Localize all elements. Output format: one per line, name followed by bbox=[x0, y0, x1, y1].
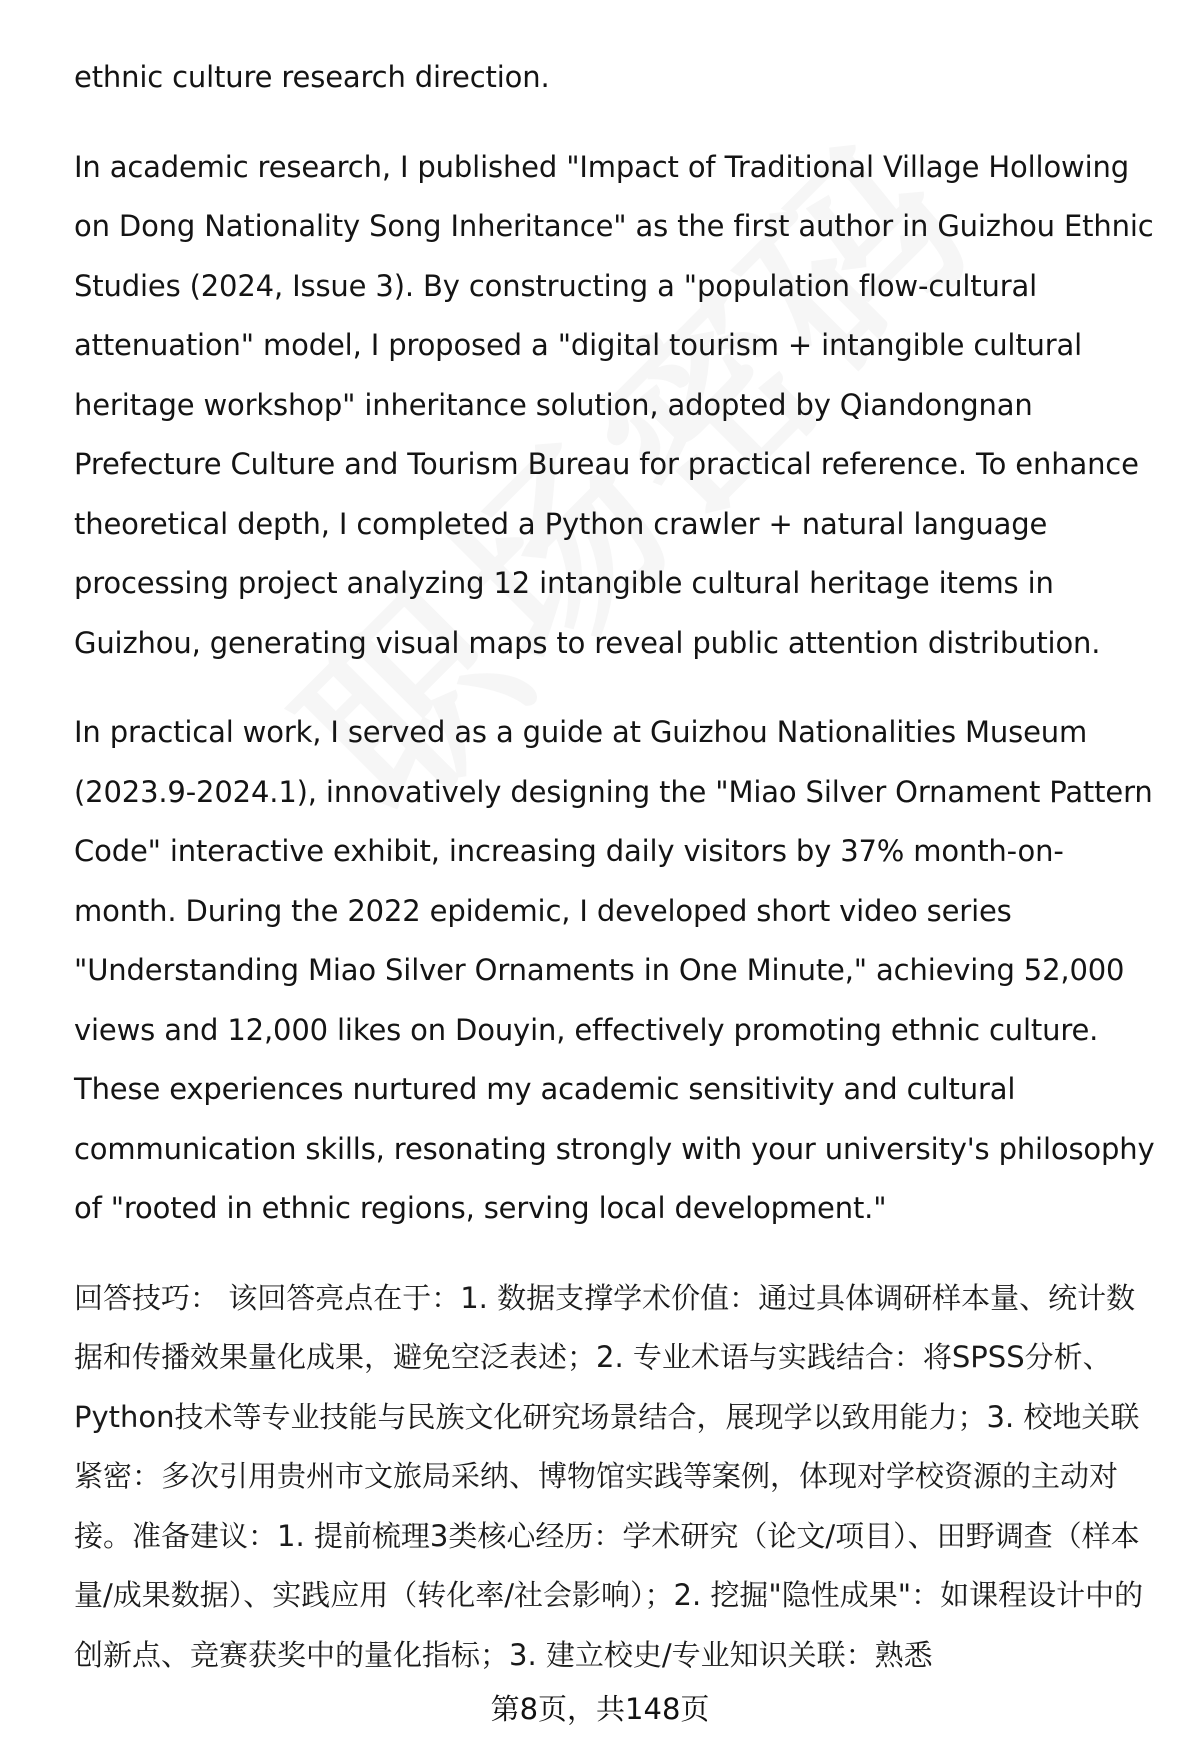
document-body bbox=[74, 48, 1156, 1685]
paragraph-practical-work: In practical work, I served as a guide at Guizhou Nationalities Museum (2023.9-2024.1), innovatively designing the "Miao Silver Ornament Pattern Code" interactive exhibit, increasing daily visitors by 37% month-on-month. During the 2022 epidemic, I developed short video series "Understanding Miao Silver Ornaments in One Minute," achieving 52,000 views and 12,000 likes on Douyin, effectively promoting ethnic culture. These experiences nurtured my academic sensitivity and cultural communication skills, resonating strongly with your university's philosophy of "rooted in ethnic regions, serving local development." bbox=[74, 715, 1155, 1225]
answer-tips: 回答技巧： 该回答亮点在于：1. 数据支撑学术价值：通过具体调研样本量、统计数据和传播效果量化成果，避免空泛表述；2. 专业术语与实践结合：将SPSS分析、Python技术等专业技能与民族文化研究场景结合，展现学以致用能力；3. 校地关联紧密：多次引用贵州市文旅局采纳、博物馆实践等案例，体现对学校资源的主动对接。准备建议：1. 提前梳理3类核心经历：学术研究（论文/项目）、田野调查（样本量/成果数据）、实践应用（转化率/社会影响）；2. 挖掘"隐性成果"：如课程设计中的创新点、竞赛获奖中的量化指标；3. 建立校史/专业知识关联：熟悉 bbox=[74, 1280, 1144, 1672]
paragraph-continuation: ethnic culture research direction. bbox=[74, 60, 550, 94]
paragraph-academic-research: In academic research, I published "Impact of Traditional Village Hollowing on Dong Nationality Song Inheritance" as the first author in Guizhou Ethnic Studies (2024, Issue 3). By constructing a "population flow-cultural attenuation" model, I proposed a "digital tourism + intangible cultural heritage workshop" inheritance solution, adopted by Qiandongnan Prefecture Culture and Tourism Bureau for practical reference. To enhance theoretical depth, I completed a Python crawler + natural language processing project analyzing 12 intangible cultural heritage items in Guizhou, generating visual maps to reveal public attention distribution. bbox=[74, 149, 1154, 660]
page-number: 第8页，共148页 bbox=[490, 1692, 710, 1726]
